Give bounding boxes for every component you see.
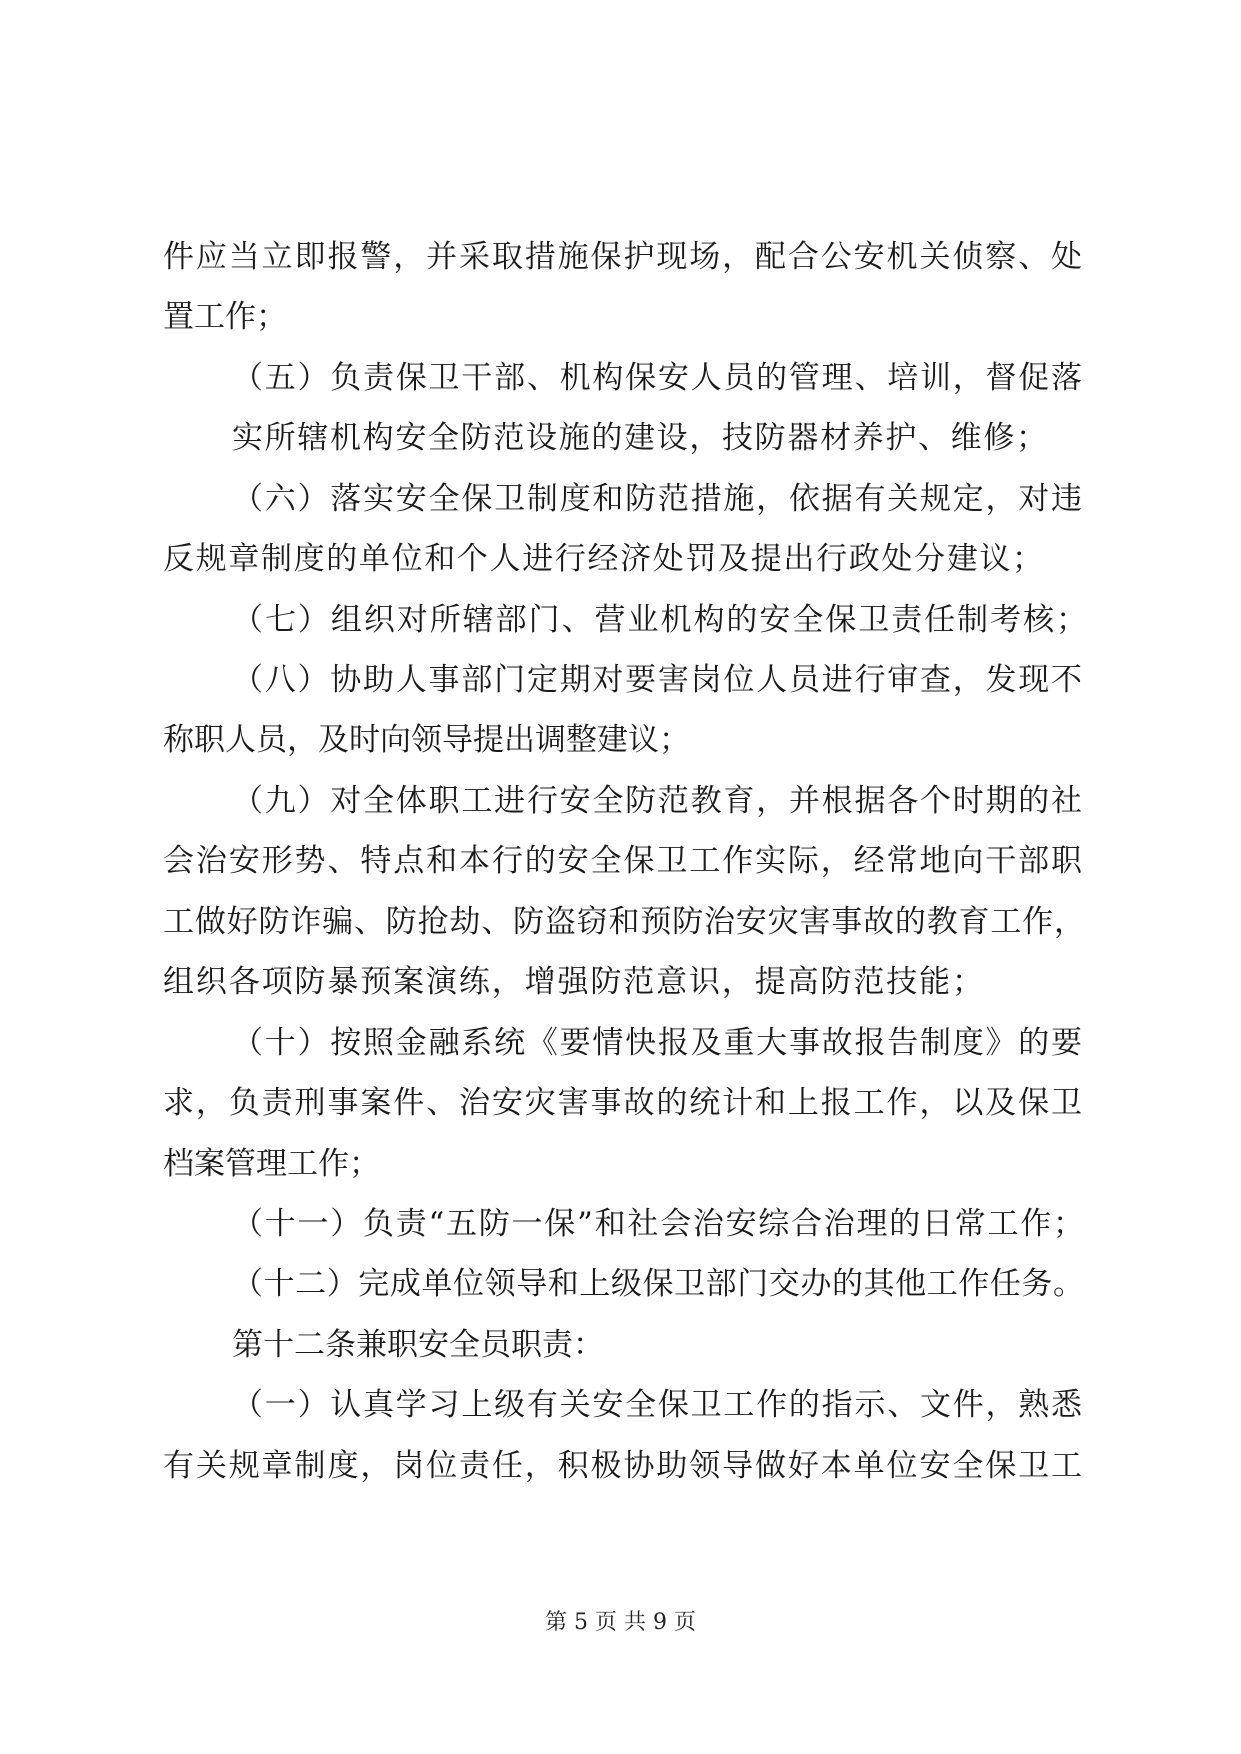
text-line: 置工作； xyxy=(163,299,287,335)
text-line: 实所辖机构安全防范设施的建设，技防器材养护、维修； xyxy=(232,420,1047,456)
text-line: （六）落实安全保卫制度和防范措施，依据有关规定，对违 xyxy=(232,481,1082,517)
text-line: 档案管理工作； xyxy=(163,1146,380,1182)
page-number-footer: 第 5 页 共 9 页 xyxy=(545,1610,696,1635)
text-line: 求，负责刑事案件、治安灾害事故的统计和上报工作，以及保卫 xyxy=(163,1085,1082,1121)
text-line: 称职人员，及时向领导提出调整建议； xyxy=(163,722,690,758)
text-line: （七）组织对所辖部门、营业机构的安全保卫责任制考核； xyxy=(232,602,1087,638)
text-line: 件应当立即报警，并采取措施保护现场，配合公安机关侦察、处 xyxy=(163,239,1082,275)
text-line: （八）协助人事部门定期对要害岗位人员进行审查，发现不 xyxy=(232,662,1082,698)
text-line: 工做好防诈骗、防抢劫、防盗窃和预防治安灾害事故的教育工作， xyxy=(163,904,1085,940)
text-line: （十）按照金融系统《要情快报及重大事故报告制度》的要 xyxy=(232,1025,1082,1061)
text-line: 会治安形势、特点和本行的安全保卫工作实际，经常地向干部职 xyxy=(163,843,1082,879)
text-line: （一）认真学习上级有关安全保卫工作的指示、文件，熟悉 xyxy=(232,1387,1082,1423)
text-line: （五）负责保卫干部、机构保安人员的管理、培训，督促落 xyxy=(232,360,1082,396)
text-line: 组织各项防暴预案演练，增强防范意识，提高防范技能； xyxy=(163,964,983,1000)
text-line: 有关规章制度，岗位责任，积极协助领导做好本单位安全保卫工 xyxy=(163,1448,1082,1484)
text-line: （九）对全体职工进行安全防范教育，并根据各个时期的社 xyxy=(232,783,1082,819)
text-line: （十二）完成单位领导和上级保卫部门交办的其他工作任务。 xyxy=(232,1266,1084,1302)
text-line: 反规章制度的单位和个人进行经济处罚及提出行政处分建议； xyxy=(163,541,1043,577)
text-line: （十一）负责“五防一保”和社会治安综合治理的日常工作； xyxy=(232,1206,1084,1242)
text-line: 第十二条兼职安全员职责： xyxy=(232,1327,604,1363)
